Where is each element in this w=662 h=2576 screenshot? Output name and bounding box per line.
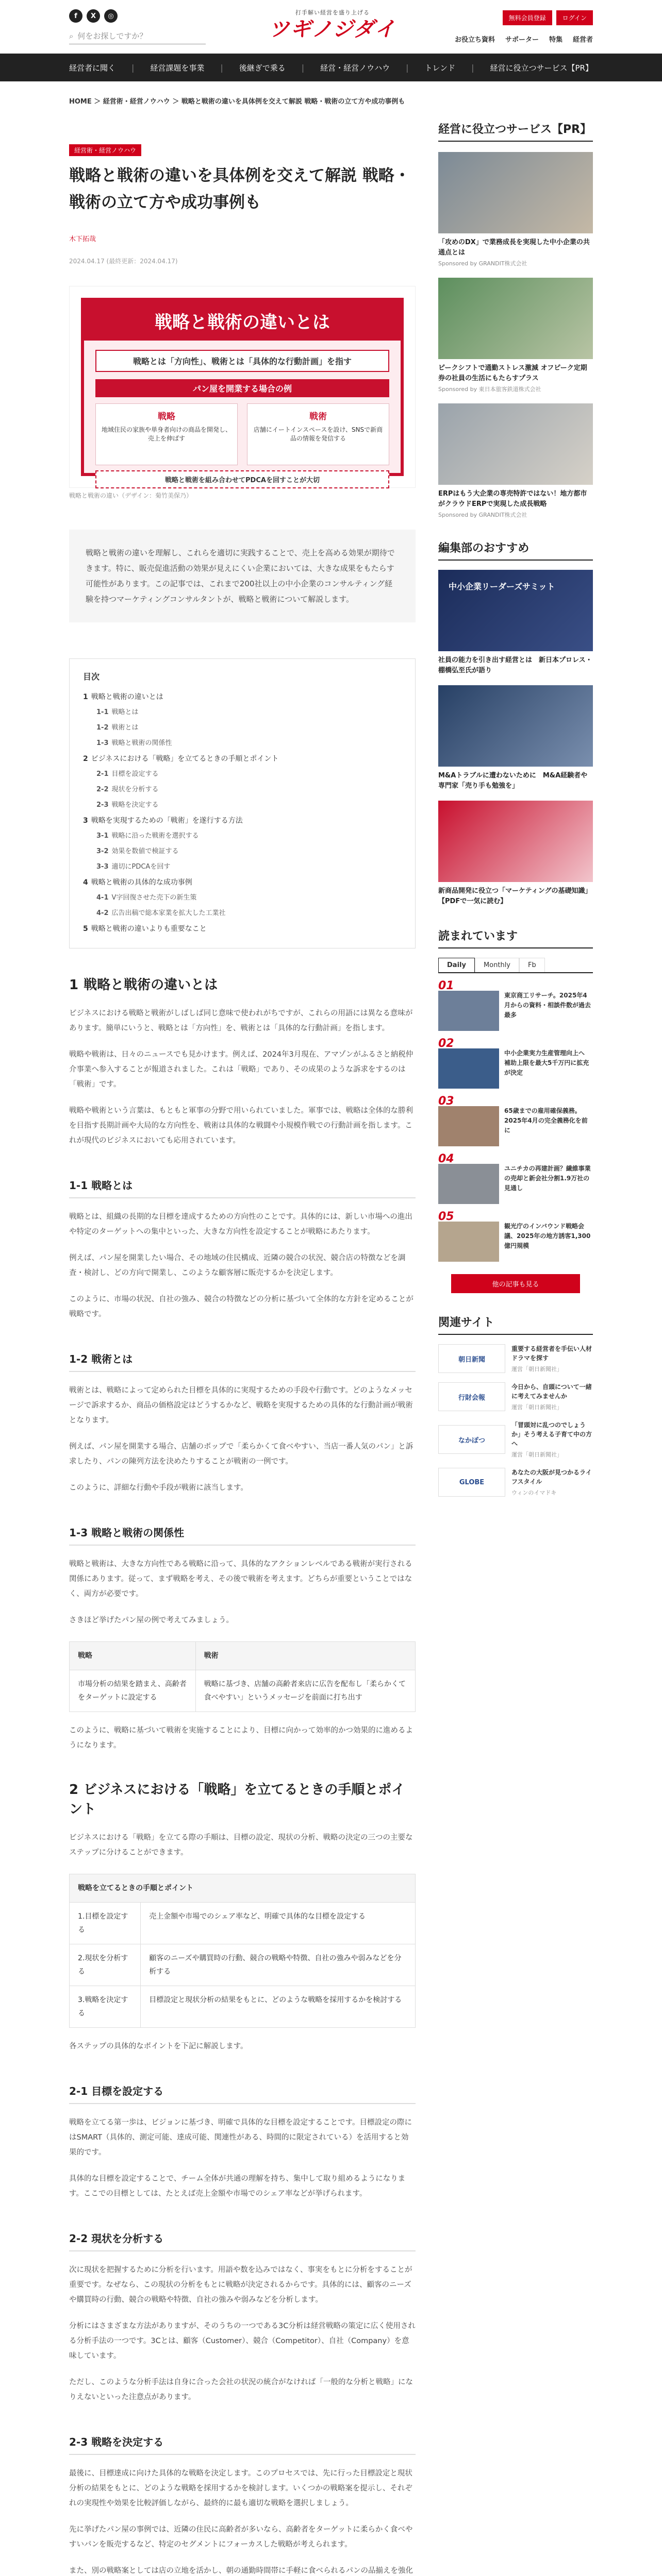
toc-item[interactable]: 3 戦略を実現するための「戦術」を遂行する方法 xyxy=(83,817,243,825)
eyecatch-band: パン屋を開業する場合の例 xyxy=(95,379,389,397)
ranking-thumbnail[interactable] xyxy=(438,991,499,1031)
toc-item[interactable]: 3-3 適切にPDCAを回す xyxy=(96,863,171,871)
category-badge[interactable]: 経営術・経営ノウハウ xyxy=(69,144,141,156)
related-logo[interactable]: 行財会報 xyxy=(438,1382,505,1411)
section-heading: 1 戦略と戦術の違いとは xyxy=(69,977,218,993)
rank-number: 05 xyxy=(438,1210,454,1223)
breadcrumb[interactable]: HOME ＞ 経営術・経営ノウハウ ＞ 戦略と戦術の違いを具体例を交えて解説 戦略・戦術の立て方や成功事例も xyxy=(69,98,405,106)
related-logo[interactable]: なかぽつ xyxy=(438,1425,505,1454)
instagram-icon[interactable]: ◎ xyxy=(104,9,118,23)
strategy-steps-table: 戦略を立てるときの手順とポイント 1.目標を設定する 売上金額や市場でのシェア率など、明確で具体的な目標を設定する 2.現状を分析する 顧客のニーズや購買時の行動、競合の戦略や特徴、自社の強みや弱みなどを分析する 3.戦略を決定する 目標設定と現状分析の結果をもとに、どのような戦略を採用するかを検討する xyxy=(69,1874,416,2028)
recommend-card[interactable]: M&Aトラブルに遭わないために M&A経験者や専門家「売り手も勉強を」 xyxy=(438,685,593,791)
sns-links xyxy=(69,9,118,23)
subsection-heading: 2-3 戦略を決定する xyxy=(69,2434,416,2455)
eyecatch-strategy-card: 戦略 地域住民の家族や単身者向けの商品を開発し、売上を伸ばす xyxy=(95,403,238,465)
toc-item[interactable]: 2-3 戦略を決定する xyxy=(96,801,159,809)
x-icon[interactable]: X xyxy=(87,9,100,23)
toc-item[interactable]: 3-2 効果を数値で検証する xyxy=(96,848,179,855)
ranking-item[interactable] xyxy=(438,981,593,1031)
sidebar xyxy=(438,121,593,1497)
article: 経営術・経営ノウハウ 戦略と戦術の違いを具体例を交えて解説 戦略・戦術の立て方や成功事例も 木下拓哉 2024.04.17 (最終更新：2024.04.17) 戦略と戦術の違いとは 戦略とは「方向性」、戦術とは「具体的な行動計画」を指す パン屋を開業する場合の例 戦略 地域住民の家族や単身者向けの商品を開発し、売上を伸ばす 戦術 店舗にイートインスペースを設け、SNSで新商品の情報を発信する 戦略と戦術を組み合わせてPDCAを回すことが大切 戦略と戦術の違い（デザイン：菊竹美保乃） 戦略と戦術の違いを理解し、これらを適切に実践することで、売上を高める効果が期待できます。特に、販売促進活動の効果が見えにくい企業においては、大きな成果をもたらす可能性があります。この記事では、これまで200社以上の中小企業のコンサルティング経験を持つマーケティングコンサルタントが、戦略と戦術について解説します。 目次 1 戦略と戦術の違いとは 1-1 戦略とは 1-2 戦術とは 1-3 戦略と戦術の関係性 2 ビジネスにおける「戦略」を立てるときの手順とポイント 2-1 目標を設定する 2-2 現状を分析する 2-3 戦略を決定する 3 戦略を実現するための「戦術」を遂行する方法 3-1 戦略に沿った戦術を選択する 3-2 効果を数値で検証する 3-3 適切にPDCAを回す 4 戦略と戦術の具体的な成功事例 4-1 V字回復させた売下の新生策 4-2 広告出稿で総本家業を拡大した工業社 5 戦略と戦術の違いよりも重要なこと 1 戦略と戦術の違いとは ビジネスにおける戦略と戦術がしばしば同じ意味で使われがちですが、これらの用語には異なる意味があります。簡単にいうと、戦略とは「方向性」を、戦術とは「具体的な行動計画」を指します。 戦略や戦術は、日々のニュースでも見かけます。例えば、2024年3月現在、アマゾンがふるさと納税仲介事業へ参入することが報道されました。これは「戦略」であり、その成果のような訴求をするのは「戦術」です。 戦略や戦術という言葉は、もともと軍事の分野で用いられていました。軍事では、戦略は全体的な勝利を目指す長期計画や大局的な方向性を、戦術は具体的な戦闘や小規模作戦での行動計画を指します。これが現代のビジネスにおいても応用されています。 1-1 戦略とは 戦略とは、組織の長期的な目標を達成するための方向性のことです。具体的には、新しい市場への進出や特定のターゲットへの集中といった、大きな方向性を設定することが戦略にあたります。 例えば、パン屋を開業したい場合、その地域の住民構成、近隣の競合の状況、競合店の特徴などを調査・検討し、どの方向で開業し、このような顧客層に販売するかを決定します。 このように、市場の状況、自社の強み、競合の特徴などの分析に基づいて全体的な方針を定めることが戦略です。 1-2 戦術とは 戦術とは、戦略によって定められた目標を具体的に実現するための手段や行動です。どのようなメッセージで訴求するか、商品の価格設定はどうするかなど、戦略を実現するための具体的な行動計画が戦術となります。 例えば、パン屋を開業する場合、店舗のポップで「柔らかくて食べやすい、当店一番人気のパン」と訴求したり、パンの陳列方法を決めたりすることが戦術の一例です。 このように、詳細な行動や手段が戦術に該当します。 1-3 戦略と戦術の関係性 戦略と戦術は、大きな方向性である戦略に沿って、具体的なアクションレベルである戦術が実行される関係にあります。従って、まず戦略を考え、その後で戦術を考えます。どちらが重要ということではなく、両方が必要です。 さきほど挙げたパン屋の例で考えてみましょう。 戦略 戦術 市場分析の結果を踏まえ、高齢者をターゲットに設定する 戦略に基づき、店舗の高齢者来店に広告を配布し「柔らかくて食べやすい」というメッセージを前面に打ち出す このように、戦略に基づいて戦術を実施することにより、目標に向かって効率的かつ効果的に進めるようになります。 2 ビジネスにおける「戦略」を立てるときの手順とポイント ビジネスにおける「戦略」を立てる際の手順は、目標の設定、現状の分析、戦略の決定の三つの主要なステップに分けることができます。 戦略を立てるときの手順とポイント 1.目標を設定する 売上金額や市場でのシェア率など、明確で具体的な目標を設定する 2.現状を分析する 顧客のニーズや購買時の行動、競合の戦略や特徴、自社の強みや弱みなどを分析する 3.戦略を決定する 目標設定と現状分析の結果をもとに、どのような戦略を採用するかを検討する 各ステップの具体的なポイントを下記に解説します。 2-1 目標を設定する 戦略を立てる第一歩は、ビジョンに基づき、明確で具体的な目標を設定することです。目標設定の際にはSMART（具体的、測定可能、達成可能、関連性がある、時間的に限定されている）を活用すると効果的です。 具体的な目標を設定することで、チーム全体が共通の理解を持ち、集中して取り組めるようになります。ここでの目標としては、たとえば売上金額や市場でのシェア率などが挙げられます。 2-2 現状を分析する 次に現状を把握するために分析を行います。用語や数を込みではなく、事実をもとに分析をすることが重要です。なぜなら、この現状の分析をもとに戦略が決定されるからです。具体的には、顧客のニーズや購買時の行動、競合の戦略や特徴、自社の強みや弱みなどを分析します。 分析にはさまざまな方法がありますが、そのうちの一つである3C分析は経営戦略の策定に広く使用される分析手法の一つです。3Cとは、顧客（Customer）、競合（Competitor）、自社（Company）を意味しています。 ただし、このような分析手法は自身に合った会社の状況の統合がなければ「一般的な分析と戦略」になりえないといった注意点があります。 2-3 戦略を決定する 最後に、目標達成に向けた具体的な戦略を決定します。このプロセスでは、先に行った目標設定と現状分析の結果をもとに、どのような戦略を採用するかを検討します。いくつかの戦略案を提示し、それぞれの実現性や効果を比較評価しながら、最終的に最も適切な戦略を選択しましょう。 先に挙げたパン屋の事例では、近隣の住民に高齢者が多いなら、高齢者をターゲットに柔らかく食べやすいパンを販売するなど、特定のセグメントにフォーカスした戦略が考えられます。 また、別の戦略案としては店の立地を活かし、朝の通勤時間帯に手軽に食べられるパンの品揃えを強化 xyxy=(69,121,416,2576)
toc-item[interactable]: 4-1 V字回復させた売下の新生策 xyxy=(96,894,197,902)
eyecatch-image xyxy=(69,286,416,488)
global-nav: 経営者に聞く | 経営課題を事業 | 後継ぎで乗る | 経営・経営ノウハウ | トレンド | 経営に役立つサービス【PR】 xyxy=(0,54,662,81)
toc-item[interactable]: 4-2 広告出稿で総本家業を拡大した工業社 xyxy=(96,909,226,917)
subsection-heading: 1-2 戦術とは xyxy=(69,1351,416,1372)
pr-thumbnail[interactable] xyxy=(438,152,593,233)
ranking-thumbnail[interactable] xyxy=(438,1222,499,1262)
ranking-title[interactable]: 中小企業実力生産管理向上へ 補助上限を最大5千万円に拡充が決定 xyxy=(504,1049,589,1076)
ranking-thumbnail[interactable] xyxy=(438,1106,499,1146)
author-link[interactable]: 木下拓哉 xyxy=(69,235,96,243)
pr-card[interactable]: ピークシフトで通勤ストレス激減 オフピーク定期券の社員の生活にもたらすプラス Sponsored by 東日本旅客鉄道株式会社 xyxy=(438,278,593,393)
lead-text: 戦略と戦術の違いを理解し、これらを適切に実践することで、売上を高める効果が期待できます。特に、販売促進活動の効果が見えにくい企業においては、大きな成果をもたらす可能性があります。この記事では、これまで200社以上の中小企業のコンサルティング経験を持つマーケティングコンサルタントが、戦略と戦術について解説します。 xyxy=(69,530,416,622)
toc-item[interactable]: 3-1 戦略に沿った戦術を選択する xyxy=(96,832,199,840)
search-icon: ⌕ xyxy=(69,31,74,41)
nav-item[interactable]: 経営課題を事業 xyxy=(150,63,205,73)
ranking-item[interactable] xyxy=(438,1155,593,1204)
nav-item[interactable]: 経営者に聞く xyxy=(69,63,116,73)
member-register-button[interactable]: 無料会員登録 xyxy=(503,10,552,25)
eyecatch-tactic-card: 戦術 店舗にイートインスペースを設け、SNSで新商品の情報を発信する xyxy=(247,403,389,465)
related-site[interactable]: 朝日新聞 重要する経営者を手伝い人材ドラマを探す 運営「朝日新聞社」 xyxy=(438,1344,593,1373)
publish-date: 2024.04.17 (最終更新：2024.04.17) xyxy=(69,258,178,265)
toc-item[interactable]: 2 ビジネスにおける「戦略」を立てるときの手順とポイント xyxy=(83,755,279,763)
sub-nav-item[interactable]: 特集 xyxy=(549,36,562,44)
tab-monthly[interactable]: Monthly xyxy=(475,958,519,972)
ranking-item[interactable] xyxy=(438,1097,593,1146)
search-input[interactable]: ⌕ 何をお探しですか？ xyxy=(69,28,206,44)
rank-number: 01 xyxy=(438,979,454,992)
image-caption: 戦略と戦術の違い（デザイン：菊竹美保乃） xyxy=(69,492,193,499)
ranking-tabs xyxy=(438,958,593,973)
sub-nav-item[interactable]: サポーター xyxy=(505,36,539,44)
ranking-item[interactable] xyxy=(438,1212,593,1262)
subsection-heading: 1-3 戦略と戦術の関係性 xyxy=(69,1524,416,1546)
site-logo[interactable]: 打手解い経営を盛り上げる ツギノジダイ xyxy=(269,9,396,41)
rank-number: 03 xyxy=(438,1095,454,1108)
sub-nav-item[interactable]: お役立ち資料 xyxy=(454,36,495,44)
recommend-thumbnail[interactable] xyxy=(438,801,593,882)
recommend-card[interactable]: 新商品開発に役立つ「マーケティングの基礎知識」【PDFで一気に読む】 xyxy=(438,801,593,907)
tab-fb[interactable]: Fb xyxy=(519,958,545,972)
sub-nav-item[interactable]: 経営者 xyxy=(572,36,593,44)
table-of-contents xyxy=(69,658,416,948)
more-articles-button[interactable]: 他の記事も見る xyxy=(451,1274,580,1293)
ranking-item[interactable] xyxy=(438,1039,593,1089)
nav-item[interactable]: 経営・経営ノウハウ xyxy=(320,63,390,73)
pr-card[interactable]: 「攻めのDX」で業務成長を実現した中小企業の共通点とは Sponsored by GRANDIT株式会社 xyxy=(438,152,593,267)
pr-card[interactable]: ERPはもう大企業の専売特許ではない！地方都市がクラウドERPで実現した成長戦略 Sponsored by GRANDIT株式会社 xyxy=(438,403,593,519)
pr-thumbnail[interactable] xyxy=(438,278,593,359)
toc-item[interactable]: 1-2 戦術とは xyxy=(96,724,139,732)
ranking-title[interactable]: 東京商工リサーチ。2025年4月からの資料・相談件数が過去最多 xyxy=(504,992,591,1019)
eyecatch-title: 戦略と戦術の違いとは xyxy=(84,301,401,341)
nav-item[interactable]: 経営に役立つサービス【PR】 xyxy=(490,63,593,73)
recommend-thumbnail[interactable] xyxy=(438,685,593,767)
related-site[interactable]: 行財会報 今日から、自頭について一緒に考えてみませんか 運営「朝日新聞社」 xyxy=(438,1382,593,1411)
ranking-title[interactable]: 65歳までの雇用確保義務。2025年4月の完全義務化を前に xyxy=(504,1107,588,1134)
related-logo[interactable]: GLOBE xyxy=(438,1468,505,1497)
ranking-title[interactable]: 観光庁のインバウンド戦略会議、2025年の地方誘客1,300億円規模 xyxy=(504,1223,591,1249)
ranking-thumbnail[interactable] xyxy=(438,1164,499,1204)
pr-thumbnail[interactable] xyxy=(438,403,593,485)
login-button[interactable]: ログイン xyxy=(556,10,593,25)
sidebar-heading: 読まれています xyxy=(438,927,593,948)
related-site[interactable]: GLOBE あなたの大阪が見つかるライフスタイル ウィンのイマドキ xyxy=(438,1468,593,1497)
facebook-icon[interactable]: f xyxy=(69,9,82,23)
eyecatch-footer: 戦略と戦術を組み合わせてPDCAを回すことが大切 xyxy=(95,470,389,488)
toc-item[interactable]: 1-1 戦略とは xyxy=(96,708,139,716)
rank-number: 02 xyxy=(438,1037,454,1050)
subsection-heading: 2-2 現状を分析する xyxy=(69,2230,416,2251)
ranking-thumbnail[interactable] xyxy=(438,1048,499,1089)
toc-item[interactable]: 1-3 戦略と戦術の関係性 xyxy=(96,739,172,747)
subsection-heading: 1-1 戦略とは xyxy=(69,1177,416,1198)
toc-item[interactable]: 1 戦略と戦術の違いとは xyxy=(83,693,163,701)
nav-item[interactable]: トレンド xyxy=(424,63,456,73)
toc-item[interactable]: 2-2 現状を分析する xyxy=(96,786,159,793)
site-header xyxy=(0,0,662,54)
section-heading: 2 ビジネスにおける「戦略」を立てるときの手順とポイント xyxy=(69,1782,405,1817)
nav-item[interactable]: 後継ぎで乗る xyxy=(239,63,286,73)
eyecatch-subtitle: 戦略とは「方向性」、戦術とは「具体的な行動計画」を指す xyxy=(95,350,389,372)
sidebar-heading: 関連サイト xyxy=(438,1314,593,1335)
header-sub-nav xyxy=(455,34,593,44)
sidebar-heading: 経営に役立つサービス【PR】 xyxy=(438,121,593,142)
tab-daily[interactable]: Daily xyxy=(438,958,475,972)
strategy-tactic-table: 戦略 戦術 市場分析の結果を踏まえ、高齢者をターゲットに設定する 戦略に基づき、店舗の高齢者来店に広告を配布し「柔らかくて食べやすい」というメッセージを前面に打ち出す xyxy=(69,1641,416,1712)
subsection-heading: 2-1 目標を設定する xyxy=(69,2083,416,2104)
article-title: 戦略と戦術の違いを具体例を交えて解説 戦略・戦術の立て方や成功事例も xyxy=(69,166,410,212)
ranking-title[interactable]: ユニチカの再建計画？繊維事業の売却と新会社分割1.9万社の見通し xyxy=(504,1165,591,1192)
toc-item[interactable]: 5 戦略と戦術の違いよりも重要なこと xyxy=(83,925,207,933)
related-site[interactable]: なかぽつ 「冒頭対に乱つのでしょうか」そう考える子育て中の方へ 運営「朝日新聞社」 xyxy=(438,1420,593,1459)
recommend-card[interactable]: 中小企業リーダーズサミット 社員の能力を引き出す経営とは 新日本プロレス・棚橋弘至氏が語り xyxy=(438,570,593,676)
toc-item[interactable]: 2-1 目標を設定する xyxy=(96,770,159,778)
related-logo[interactable]: 朝日新聞 xyxy=(438,1344,505,1373)
rank-number: 04 xyxy=(438,1153,454,1165)
toc-title: 目次 xyxy=(83,672,100,682)
toc-item[interactable]: 4 戦略と戦術の具体的な成功事例 xyxy=(83,878,192,887)
recommend-thumbnail[interactable]: 中小企業リーダーズサミット xyxy=(438,570,593,651)
sidebar-heading: 編集部のおすすめ xyxy=(438,539,593,561)
